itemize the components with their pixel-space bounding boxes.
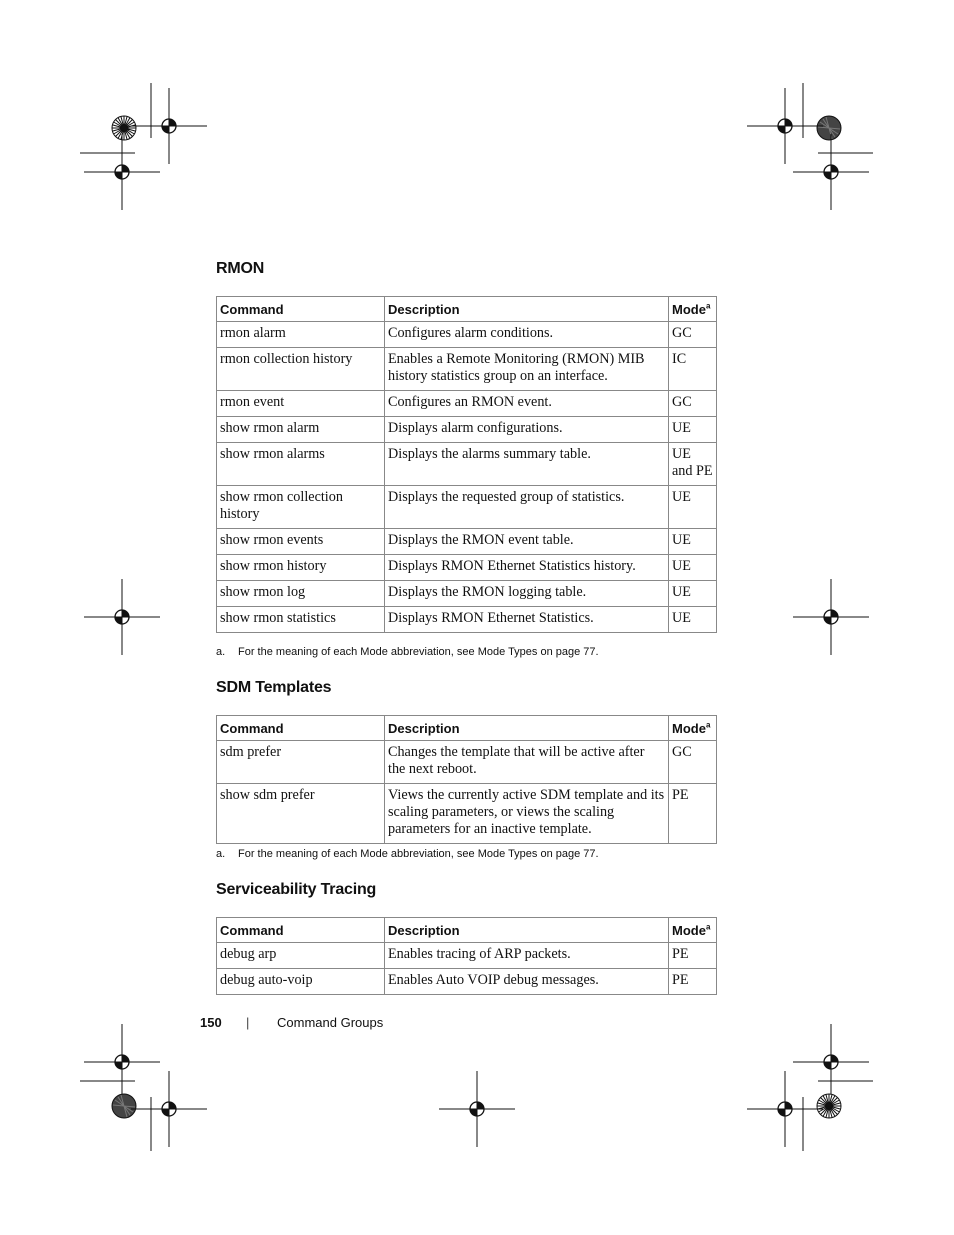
mode-cell: PE — [669, 784, 717, 844]
description-cell: Views the currently active SDM template and its scaling parameters, or views the scaling parameters for an inactive template. — [385, 784, 669, 844]
command-cell: rmon event — [217, 391, 385, 417]
description-cell: Displays the RMON logging table. — [385, 581, 669, 607]
description-cell: Configures an RMON event. — [385, 391, 669, 417]
command-cell: show rmon history — [217, 555, 385, 581]
command-cell: debug auto-voip — [217, 969, 385, 995]
command-cell: rmon collection history — [217, 348, 385, 391]
command-cell: debug arp — [217, 943, 385, 969]
mode-cell: GC — [669, 322, 717, 348]
footnote-marker: a — [705, 301, 711, 311]
footnote-text: For the meaning of each Mode abbreviation, see Mode Types on page 77. — [238, 848, 599, 860]
mode-cell: IC — [669, 348, 717, 391]
command-cell: show rmon statistics — [217, 607, 385, 633]
description-cell: Displays the RMON event table. — [385, 529, 669, 555]
mode-cell: GC — [669, 741, 717, 784]
footnote-marker: a — [705, 922, 711, 932]
column-header-mode: Mode$^a$ — [669, 297, 717, 322]
description-cell: Displays the requested group of statistics. — [385, 486, 669, 529]
description-cell: Enables tracing of ARP packets. — [385, 943, 669, 969]
mode-cell: UE — [669, 529, 717, 555]
column-header-command: Command — [217, 297, 385, 322]
mode-cell: GC — [669, 391, 717, 417]
mode-cell: PE — [669, 969, 717, 995]
section-title-serviceability-tracing: Serviceability Tracing — [216, 881, 377, 898]
description-cell: Enables Auto VOIP debug messages. — [385, 969, 669, 995]
mode-cell: UE — [669, 581, 717, 607]
column-header-description: Description — [385, 918, 669, 943]
command-cell: show sdm prefer — [217, 784, 385, 844]
column-header-description: Description — [385, 716, 669, 741]
description-cell: Changes the template that will be active after the next reboot. — [385, 741, 669, 784]
page-number: 150 — [200, 1015, 222, 1030]
command-cell: show rmon alarms — [217, 443, 385, 486]
section-title-rmon: RMON — [216, 260, 265, 277]
footnote-text: For the meaning of each Mode abbreviation, see Mode Types on page 77. — [238, 646, 599, 658]
column-header-mode: Mode$^a$ — [669, 918, 717, 943]
description-cell: Displays the alarms summary table. — [385, 443, 669, 486]
column-header-description: Description — [385, 297, 669, 322]
command-cell: show rmon alarm — [217, 417, 385, 443]
mode-cell: UE — [669, 486, 717, 529]
footnote-mark: a. — [216, 646, 226, 658]
mode-cell: UE — [669, 417, 717, 443]
description-cell: Configures alarm conditions. — [385, 322, 669, 348]
mode-cell: UE — [669, 555, 717, 581]
column-header-command: Command — [217, 918, 385, 943]
footnote-mark: a. — [216, 848, 226, 860]
command-cell: sdm prefer — [217, 741, 385, 784]
column-header-mode: Mode$^a$ — [669, 716, 717, 741]
chapter-title: Command Groups — [277, 1015, 384, 1030]
command-cell: show rmon events — [217, 529, 385, 555]
description-cell: Displays RMON Ethernet Statistics. — [385, 607, 669, 633]
section-title-sdm-templates: SDM Templates — [216, 679, 332, 696]
footer-separator: | — [246, 1015, 250, 1030]
command-cell: rmon alarm — [217, 322, 385, 348]
mode-cell: UE and PE — [669, 443, 717, 486]
description-cell: Displays RMON Ethernet Statistics history. — [385, 555, 669, 581]
column-header-command: Command — [217, 716, 385, 741]
description-cell: Displays alarm configurations. — [385, 417, 669, 443]
mode-cell: UE — [669, 607, 717, 633]
command-cell: show rmon collection history — [217, 486, 385, 529]
footnote-marker: a — [705, 720, 711, 730]
description-cell: Enables a Remote Monitoring (RMON) MIB history statistics group on an interface. — [385, 348, 669, 391]
mode-cell: PE — [669, 943, 717, 969]
command-cell: show rmon log — [217, 581, 385, 607]
